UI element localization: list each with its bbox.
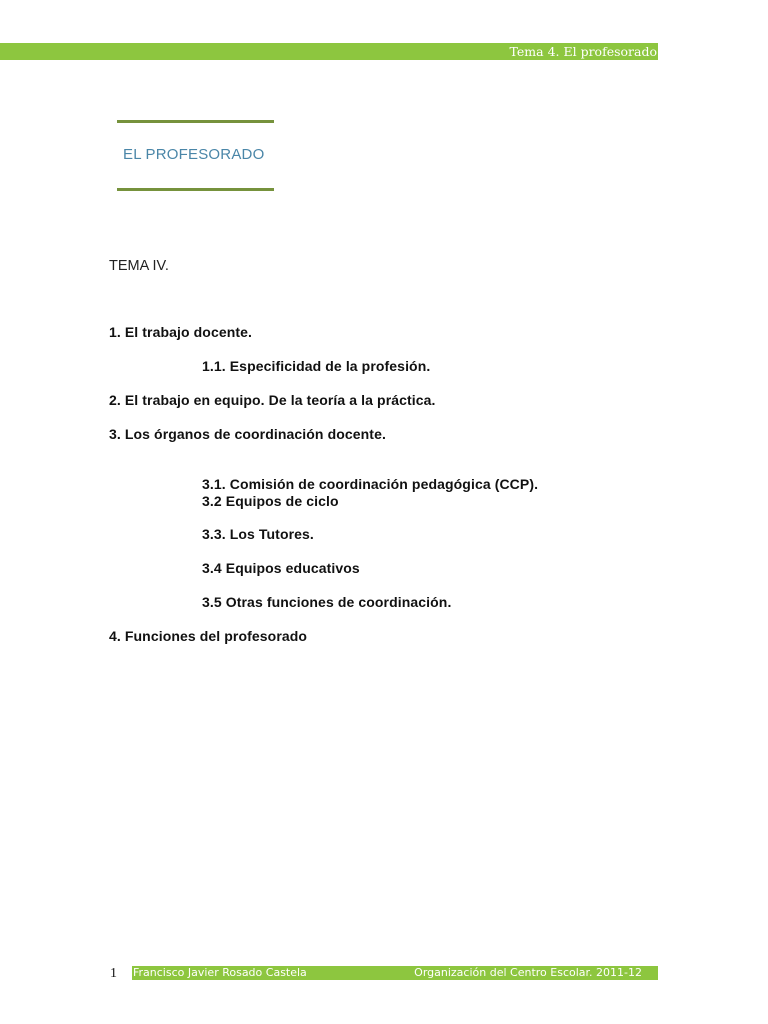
document-title: EL PROFESORADO <box>123 146 265 163</box>
toc-item-3: 3. Los órganos de coordinación docente. <box>109 426 386 442</box>
toc-item-3-1: 3.1. Comisión de coordinación pedagógica (CCP). <box>202 476 539 492</box>
header-band <box>0 43 658 60</box>
toc-item-1: 1. El trabajo docente. <box>109 324 253 340</box>
footer-course: Organización del Centro Escolar. 2011-12 <box>414 966 642 979</box>
header-title: Tema 4. El profesorado <box>509 44 657 59</box>
section-label: TEMA IV. <box>109 258 169 274</box>
title-rule-bottom <box>117 188 274 191</box>
footer-band <box>132 966 658 980</box>
footer-author: Francisco Javier Rosado Castela <box>133 966 307 979</box>
toc-item-3-4: 3.4 Equipos educativos <box>202 560 360 576</box>
toc-item-3-3: 3.3. Los Tutores. <box>202 526 314 542</box>
toc-item-3-5: 3.5 Otras funciones de coordinación. <box>202 594 452 610</box>
toc-item-3-2: 3.2 Equipos de ciclo <box>202 493 339 509</box>
toc-item-1-1: 1.1. Especificidad de la profesión. <box>202 358 431 374</box>
title-rule-top <box>117 120 274 123</box>
toc-item-4: 4. Funciones del profesorado <box>109 628 308 644</box>
page-number: 1 <box>110 966 117 981</box>
toc-item-2: 2. El trabajo en equipo. De la teoría a la práctica. <box>109 392 436 408</box>
